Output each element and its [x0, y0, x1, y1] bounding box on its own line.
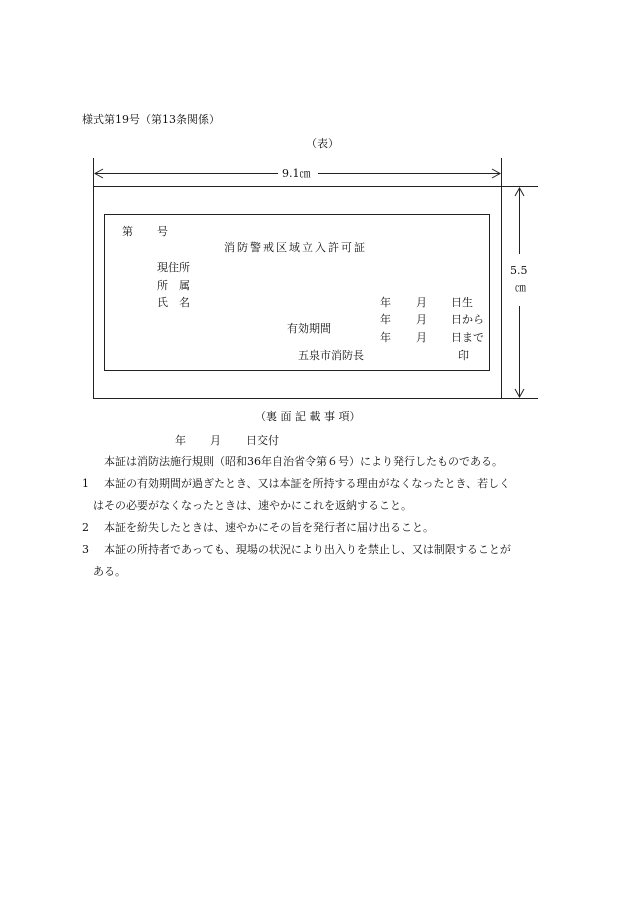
seal-mark: 印 [458, 349, 469, 362]
front-label: （表） [306, 137, 339, 150]
permit-title: 消防警戒区域立入許可証 [224, 241, 367, 254]
item-text-line: ある。 [93, 565, 126, 578]
valid-until-month-label: 月 [416, 331, 427, 344]
back-heading: （裏 面 記 載 事 項） [255, 410, 361, 423]
height-dimension-unit: ㎝ [515, 281, 526, 294]
affiliation-label: 所 属 [157, 279, 190, 292]
address-label: 現住所 [157, 261, 190, 274]
form-title: 様式第19号（第13条関係） [82, 113, 220, 126]
item-number: 1 [82, 477, 89, 490]
valid-until-year-label: 年 [380, 331, 391, 344]
issue-day-label: 日交付 [246, 434, 279, 447]
item-text-line: 本証を紛失したときは、速やかにその旨を発行者に届け出ること。 [104, 521, 434, 534]
valid-from-month-label: 月 [416, 313, 427, 326]
item-text-line: はその必要がなくなったときは、速やかにこれを返納すること。 [93, 499, 412, 512]
back-intro: 本証は消防法施行規則（昭和36年自治省令第６号）により発行したものである。 [104, 455, 503, 468]
height-dimension-value: 5.5 [510, 264, 528, 277]
birth-year-label: 年 [380, 296, 391, 309]
width-dimension-label: 9.1㎝ [282, 167, 311, 180]
birth-day-label: 日生 [451, 296, 473, 309]
validity-period-label: 有効期間 [287, 322, 331, 335]
issuer-name: 五泉市消防長 [298, 349, 364, 362]
card-number-prefix: 第 [122, 225, 133, 238]
issue-month-label: 月 [210, 434, 221, 447]
valid-from-day-label: 日から [451, 313, 484, 326]
birth-month-label: 月 [416, 296, 427, 309]
item-text-line: 本証の所持者であっても、現場の状況により出入りを禁止し、又は制限することが [104, 543, 511, 556]
issue-year-label: 年 [175, 434, 186, 447]
card-number-suffix: 号 [157, 225, 168, 238]
valid-until-day-label: 日まで [451, 331, 484, 344]
item-number: 3 [82, 543, 89, 556]
name-label: 氏 名 [157, 296, 190, 309]
item-text-line: 本証の有効期間が過ぎたとき、又は本証を所持する理由がなくなったとき、若しく [104, 477, 511, 490]
valid-from-year-label: 年 [380, 313, 391, 326]
item-number: 2 [82, 521, 89, 534]
